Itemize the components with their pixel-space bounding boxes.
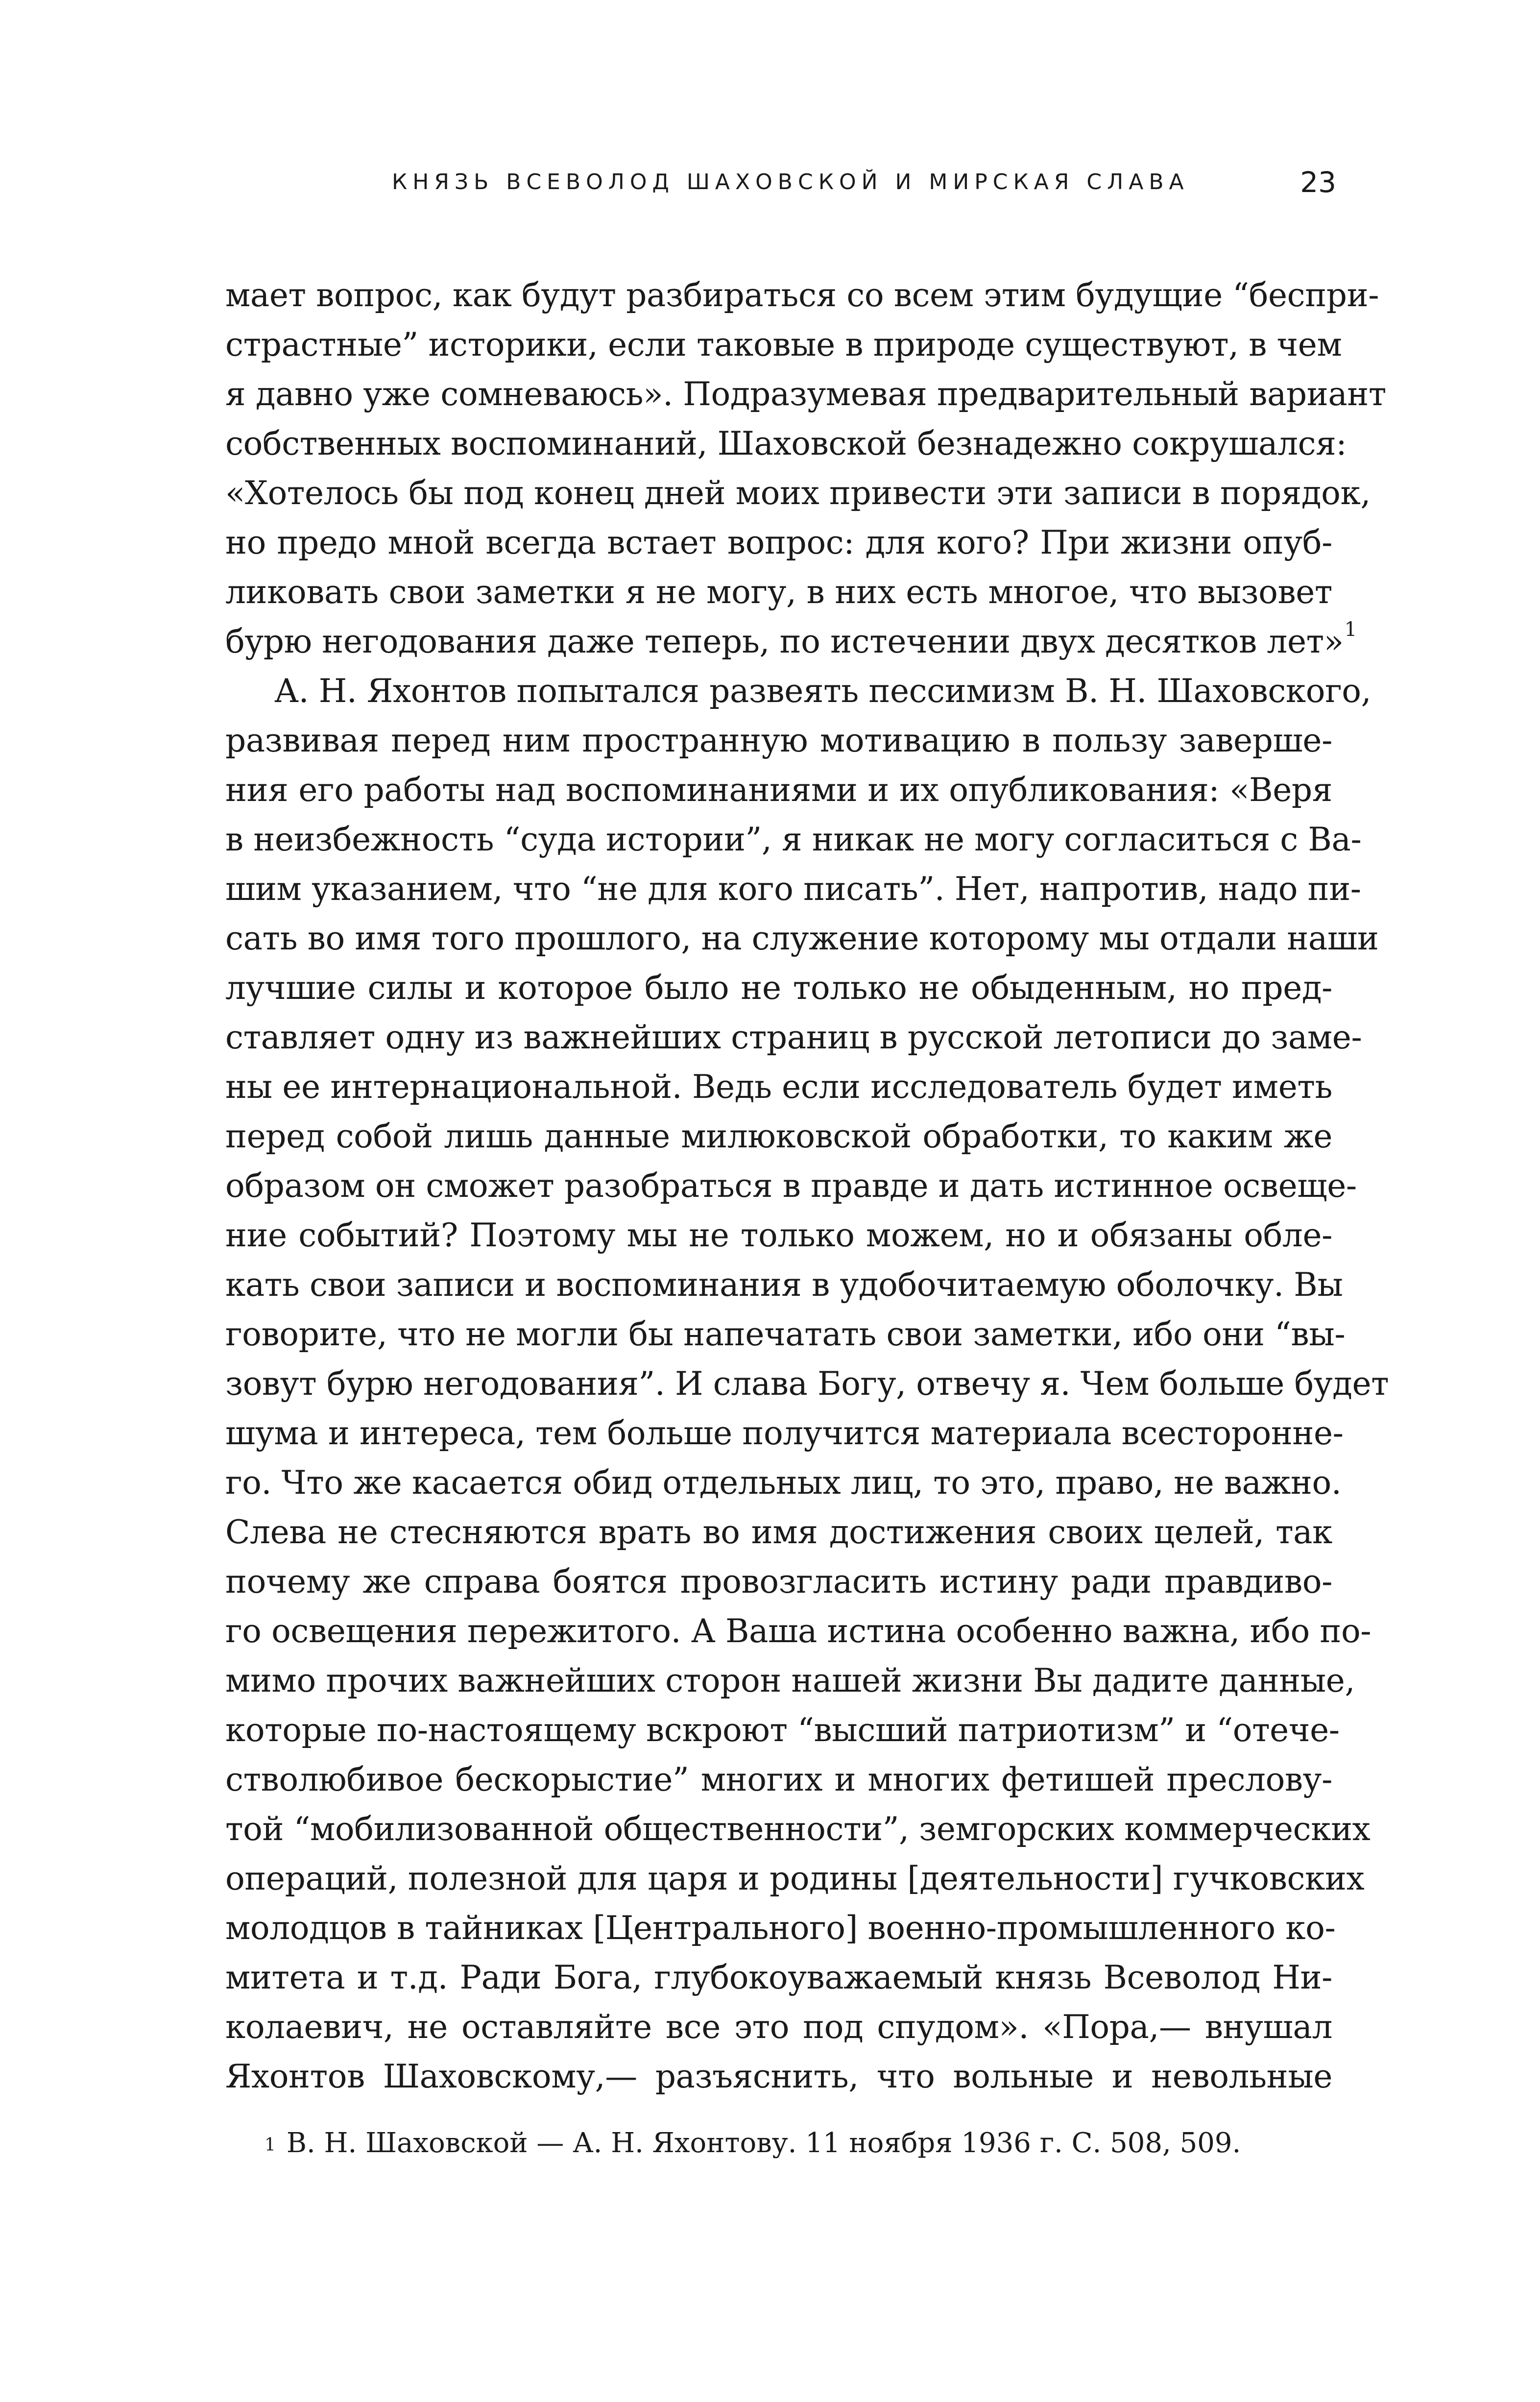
footnote-reference[interactable]: 1	[1344, 618, 1357, 641]
running-head	[225, 163, 1336, 202]
page-number: 23	[1300, 166, 1336, 199]
footnote-marker: 1	[265, 2135, 276, 2155]
text-line: лучшие силы и которое было не только не обыденным, но пред-	[225, 969, 1332, 1007]
text-line: колаевич, не оставляйте все это под спудом». «Пора,— внушал	[225, 2008, 1332, 2046]
text-line: операций, полезной для царя и родины [деятельности] гучковских	[225, 1860, 1365, 1897]
text-line: молодцов в тайниках [Центрального] военно-промышленного ко-	[225, 1909, 1336, 1947]
text-line: шим указанием, что “не для кого писать”. Нет, напротив, надо пи-	[225, 870, 1361, 908]
text-line: митета и т.д. Ради Бога, глубокоуважаемый князь Всеволод Ни-	[225, 1959, 1332, 1996]
text-line: шума и интереса, тем больше получится материала всесторонне-	[225, 1414, 1344, 1452]
text-line: мает вопрос, как будут разбираться со всем этим будущие “беспри-	[225, 276, 1379, 314]
text-line: говорите, что не могли бы напечатать свои заметки, ибо они “вы-	[225, 1315, 1346, 1353]
text-line: «Хотелось бы под конец дней моих привести эти записи в порядок,	[225, 474, 1371, 512]
text-line: стволюбивое бескорыстие” многих и многих фетишей преслову-	[225, 1761, 1332, 1798]
text-line: Яхонтов Шаховскому,— разъяснить, что вольные и невольные	[225, 2058, 1332, 2095]
text-line	[225, 617, 1357, 666]
text-line: го. Что же касается обид отдельных лиц, то это, право, не важно.	[225, 1464, 1342, 1502]
text-line: развивая перед ним пространную мотивацию в пользу заверше-	[225, 722, 1332, 759]
text-line: я давно уже сомневаюсь». Подразумевая предварительный вариант	[225, 375, 1387, 413]
text-line: Слева не стесняются врать во имя достижения своих целей, так	[225, 1513, 1332, 1551]
text-line: ния его работы над воспоминаниями и их опубликования: «Веря	[225, 771, 1332, 809]
text-line: ликовать свои заметки я не могу, в них есть многое, что вызовет	[225, 573, 1332, 611]
text-line: ны ее интернациональной. Ведь если исследователь будет иметь	[225, 1068, 1332, 1106]
text-line: образом он сможет разобраться в правде и дать истинное освеще-	[225, 1167, 1357, 1205]
paragraph-first-line: А. Н. Яхонтов попытался развеять пессимизм В. Н. Шаховского,	[274, 672, 1372, 710]
text-line: перед собой лишь данные милюковской обработки, то каким же	[225, 1117, 1332, 1155]
footnote-text: В. Н. Шаховской — А. Н. Яхонтову. 11 ноября 1936 г. С. 508, 509.	[286, 2127, 1241, 2159]
text-line: в неизбежность “суда истории”, я никак не могу согласиться с Ва-	[225, 821, 1362, 858]
text-line: ние событий? Поэтому мы не только можем, но и обязаны обле-	[225, 1216, 1332, 1254]
text-line: почему же справа боятся провозгласить истину ради правдиво-	[225, 1563, 1332, 1601]
text-line-content: бурю негодования даже теперь, по истечении двух десятков лет»	[225, 623, 1344, 660]
text-line: зовут бурю негодования”. И слава Богу, отвечу я. Чем больше будет	[225, 1365, 1389, 1403]
text-line: которые по-настоящему вскроют “высший патриотизм” и “отече-	[225, 1711, 1340, 1749]
text-line: собственных воспоминаний, Шаховской безнадежно сокрушался:	[225, 425, 1347, 462]
footnote	[265, 2121, 1241, 2165]
text-line: ставляет одну из важнейших страниц в русской летописи до заме-	[225, 1019, 1362, 1056]
running-title: КНЯЗЬ ВСЕВОЛОД ШАХОВСКОЙ И МИРСКАЯ СЛАВА	[392, 170, 1189, 194]
text-line: кать свои записи и воспоминания в удобочитаемую оболочку. Вы	[225, 1266, 1343, 1304]
text-line: той “мобилизованной общественности”, земгорских коммерческих	[225, 1810, 1371, 1848]
text-line: го освещения пережитого. А Ваша истина особенно важна, ибо по-	[225, 1612, 1372, 1650]
text-line: мимо прочих важнейших сторон нашей жизни Вы дадите данные,	[225, 1662, 1355, 1699]
text-line: но предо мной всегда встает вопрос: для кого? При жизни опуб-	[225, 524, 1332, 561]
text-line: сать во имя того прошлого, на служение которому мы отдали наши	[225, 920, 1379, 957]
text-line: страстные” историки, если таковые в природе существуют, в чем	[225, 326, 1342, 364]
body-text	[225, 270, 1389, 2101]
